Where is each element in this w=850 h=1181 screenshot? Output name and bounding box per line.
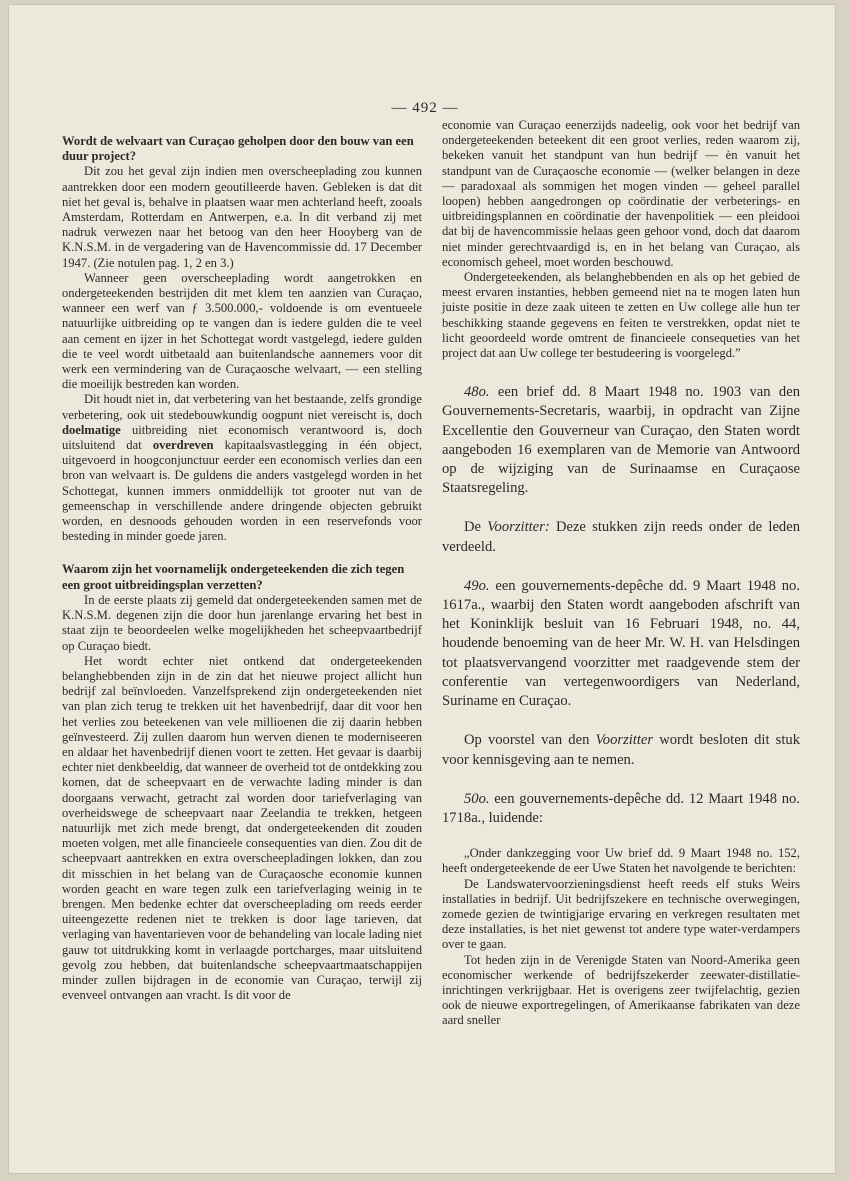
item-number: 48o. (464, 384, 490, 401)
text-run: uitbreiding niet economisch verantwoord is, doch uitsluitend dat (62, 422, 422, 453)
heading-welvaart: Wordt de welvaart van Curaçao geholpen door den bouw van een duur project? (62, 134, 414, 164)
decision (442, 731, 800, 769)
text-run: Deze stukken zijn reeds onder de leden verdeeld. (442, 519, 800, 555)
chair-statement (442, 518, 800, 556)
text-run: kapitaalsvastlegging in één object, uitgevoerd in hoogconjunctuur eerder een economisch verlies dan een bron van welvaart is. De guldens die anders vastgelegd worden in het Schottegat, kunnen immers onmiddellijk tot grooter nut van de gemeenschap in verschillende andere dringende objecten gebruikt worden, en desnoods gehouden worden in een reservefonds voor besteding in minder goede jaren. (62, 438, 422, 544)
item-text: een brief dd. 8 Maart 1948 no. 1903 van den Gouvernements-Secretaris, waarbij, in opdracht van Zijne Excellentie den Gouverneur van Curaçao, den Staten wordt aangeboden 16 exemplaren van de Memorie van Antwoord op de wijziging van de Surinaamse en Curaçaose Staatsregeling. (442, 384, 800, 497)
paragraph: Wanneer geen overscheeplading wordt aangetrokken en ondergeteekenden bestrijden dit met klem ten aanzien van Curaçao, wanneer een werf van ƒ 3.500.000,- voldoende is om eventueele natuurlijke uitbreiding op te vangen dan is iedere gulden die te veel aan cement en ijzer in het Schottegat wordt vastgelegd, iedere gulden die te veel wordt uitbetaald aan buitenlandsche aannemers voor dit werk een vermindering van de Curaçaosche welvaart, — een stelling die moeilijk bestreden kan worden. (62, 270, 422, 392)
agenda-item-48 (442, 383, 800, 498)
quote-paragraph: Tot heden zijn in de Verenigde Staten van Noord-Amerika geen economischer werkende of bedrijfszekerder zeewater-distillatie-inrichtingen verkrijgbaar. Het is overigens zeer twijfelachtig, gezien ook de nieuwe exportregelingen, of Amerikaanse fabrikaten van deze aard sneller (442, 952, 800, 1028)
quote-paragraph: „Onder dankzegging voor Uw brief dd. 9 Maart 1948 no. 152, heeft ondergeteekende de eer Uwe Staten het navolgende te berichten: (442, 846, 800, 876)
bold-term: doelmatige (62, 422, 121, 437)
text-run: wordt besloten dit stuk voor kennisgeving aan te nemen. (442, 732, 800, 768)
item-text: een gouvernements-depêche dd. 12 Maart 1948 no. 1718a., luidende: (442, 790, 800, 826)
agenda-item-49 (442, 577, 800, 711)
right-column (442, 118, 800, 1029)
speaker: Voorzitter (595, 732, 654, 749)
agenda-item-50 (442, 790, 800, 828)
item-number: 50o. (464, 790, 490, 807)
heading-waarom: Waarom zijn het voornamelijk ondergeteekenden die zich tegen een groot uitbreidingsplan verzetten? (62, 562, 405, 592)
paragraph: Dit zou het geval zijn indien men overscheeplading zou kunnen aantrekken door een modern geoutilleerde haven. Gebleken is dat dit niet het geval is, behalve in plaatsen waar men achterland heeft, zooals Amsterdam, Rotterdam en Antwerpen, e.a. In dit verband zij met nadruk verwezen naar het betoog van den heer Hooyberg van de K.N.S.M. in de vergadering van de Havencommissie dd. 17 December 1947. (Zie notulen pag. 1, 2 en 3.) (62, 164, 422, 270)
item-number: 49o. (464, 577, 490, 594)
paragraph: In de eerste plaats zij gemeld dat ondergeteekenden samen met de K.N.S.M. degenen zijn die door hun jarenlange ervaring het best in staat zijn te beoordeelen welke mogelijkheden het scheepvaartbedrijf op Curaçao biedt. (62, 592, 422, 653)
page-number: — 492 — (391, 100, 459, 116)
left-column (62, 134, 422, 1003)
paragraph: Het wordt echter niet ontkend dat ondergeteekenden belanghebbenden zijn in de zin dat het nieuwe project allicht hun bedrijf zal beïnvloeden. Vanzelfsprekend zijn ondergeteekenden niet van plan zich terug te trekken uit het havenbedrijf, daar dit voor hen het verlies zou beteekenen van vele millioenen die zij daarin hebben geïnvesteerd. Zij zullen daarom hun werven dienen te moderniseeren en aldaar het havenbedrijf dienen voort te zetten. Het gevaar is daarbij echter niet denkbeeldig, dat wanneer de overheid tot de ontdekking zou komen, dat de scheepvaart en de verwachte lading minder is dan doorgaans verwacht, getracht zal worden door tariefverlaging van overheidswege de scheepvaart naar Zeelandia te trekken, hetgeen natuurlijk met zich mede brengt, dat ondergeteekenden dit zouden moeten volgen, met alle financieele consequenties van dien. Zou dit de scheepvaart aantrekken en extra overscheepladingen lokken, dan zou dit misschien in het belang van de Curaçaosche economie kunnen worden geacht en ware tegen zulk een tariefverlaging weinig in te brengen. Men bedenke echter dat overscheeplading om reeds eerder uiteengezette redenen niet te trekken is door lage tarieven, dat verlaging van haventarieven voor de behandeling van locale lading niet gauw tot uitdrukking komt in verlaagde portcharges, maar uitsluitend gevolg zou hebben, dat buitenlandsche scheepvaartmaatschappijen minder zullen bijdragen in de economie van Curaçao, terwijl zij evenveel ontvangen aan vracht. Is dit voor de (62, 653, 422, 1003)
item-text: een gouvernements-depêche dd. 9 Maart 1948 no. 1617a., waarbij den Staten wordt aangeboden afschrift van het Koninklijk besluit van 16 Februari 1948, no. 44, houdende benoeming van de heer Mr. W. H. van Helsdingen tot plaatsvervangend voorzitter met raadgevende stem der conferentie van vertegenwoordigers van Nederland, Suriname en Curaçao. (442, 577, 800, 710)
speaker: Voorzitter: (487, 519, 550, 536)
paragraph (62, 392, 422, 544)
bold-term: overdreven (152, 438, 214, 453)
text-run: Op voorstel van den (464, 732, 596, 749)
quote-paragraph: De Landswatervoorzieningsdienst heeft reeds elf stuks Weirs installaties in bedrijf. Uit bedrijfszekere en technische overwegingen, zomede gezien de twintigjarige ervaring en verkregen resultaten met deze installaties, is het niet gewenst tot andere type water-verdampers over te gaan. (442, 876, 800, 952)
text-run: De (464, 519, 488, 536)
text-run: Dit houdt niet in, dat verbetering van het bestaande, zelfs grondige verbetering, ook uit stedebouwkundig oogpunt niet vereischt is, doch (62, 392, 422, 422)
paragraph: Ondergeteekenden, als belanghebbenden en als op het gebied de meest ervaren instanties, hebben gemeend niet na te mogen laten hun juiste positie in deze zaak uiteen te zetten en Uw college alle hun ter beschikking staande gegevens en feiten te verstrekken, opdat niet te licht geoordeeld worde omtrent de financieele consequeties van het project dat aan Uw college ter bestudeering is voorgelegd.” (442, 270, 800, 361)
paragraph: economie van Curaçao eenerzijds nadeelig, ook voor het bedrijf van ondergeteekenden beteekent dit een groot verlies, reden waarom zij, bekeken vanuit het standpunt van hun bedrijf — èn vanuit het standpunt van de Curaçaosche economie — (welker belangen in deze — paradoxaal als sommigen het mogen vinden — geheel parallel loopen) hebben aangedrongen op coördinatie der verbeterings- en uitbreidingsplannen en coördinatie der havenpolitiek — een pleidooi dat bij de havencommissie helaas geen gehoor vond, doch dat daarom niet minder gerechtvaardigd is, en in het belang van Curaçao, als economisch geheel, moet worden beschouwd. (442, 118, 800, 269)
